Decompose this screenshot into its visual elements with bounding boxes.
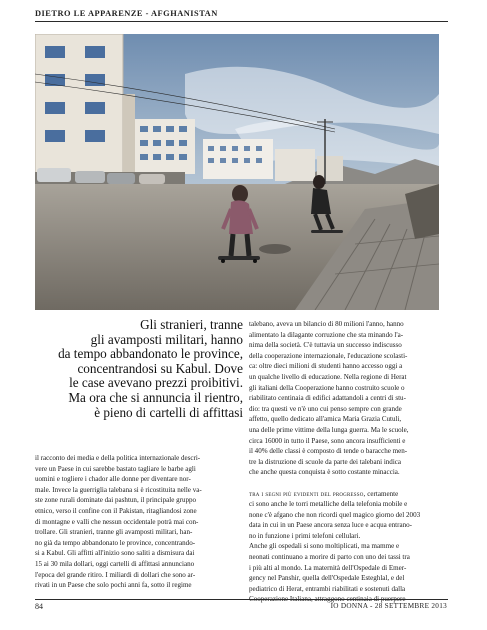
- article-line: no già da tempo abbandonato le province, concentrando-: [35, 538, 196, 547]
- article-line: nima della società. C'è tuttavia un successo indiscusso: [249, 341, 402, 350]
- article-line: none c'è afgano che non ricordi quel magico giorno del 2003: [249, 510, 421, 519]
- article-line: gency nel Panshir, quella dell'Ospedale Esteghlal, e del: [249, 574, 405, 583]
- article-column-right: [249, 319, 442, 605]
- pull-quote-line: le case avevano prezzi proibitivi.: [69, 375, 243, 391]
- publication-footer: IO DONNA - 28 SETTEMBRE 2013: [330, 602, 447, 610]
- section-lead-in: tra i segni più evidenti del progresso,: [249, 489, 366, 498]
- article-line: etnico, verso il confine con il Pakistan, ritagliandosi zone: [35, 506, 197, 515]
- section-header: DIETRO LE APPARENZE - AFGHANISTAN: [35, 9, 218, 18]
- article-line: di montagne e valli che nessun occidentale potrà mai con-: [35, 517, 199, 526]
- article-line: ca: oltre dieci milioni di studenti hanno accesso oggi a: [249, 362, 403, 371]
- article-line: il 40% delle classi è composto di tende o baracche men-: [249, 447, 408, 456]
- article-line: male. Invece la guerriglia talebana si è ricostituita nelle va-: [35, 485, 202, 494]
- article-line: riabilitato centinaia di edifici adattandoli a centri di stu-: [249, 394, 406, 403]
- article-line: l'epoca del grande ritiro. I miliardi di dollari che sono ar-: [35, 570, 196, 579]
- article-line: neonati continuano a morire di parto con uno dei tassi tra: [249, 553, 410, 562]
- article-line: tre la distruzione di scuole da parte dei talebani indica: [249, 457, 402, 466]
- article-line: gli italiani della Cooperazione hanno costruito scuole o: [249, 383, 405, 392]
- article-line: ci sono anche le torri metalliche della telefonia mobile e: [249, 500, 408, 509]
- article-line: ste zone rurali dominate dai pashtun, il principale gruppo: [35, 496, 197, 505]
- article-line: vere un Paese in cui sarebbe bastato tagliare le barbe agli: [35, 464, 196, 473]
- article-line: della cooperazione internazionale, l'educazione scolasti-: [249, 351, 408, 360]
- pull-quote-line: è pieno di cartelli di affittasi: [94, 404, 243, 420]
- footer-rule: [35, 599, 448, 600]
- article-line: pediatrico di Herat, entrambi riabilitati e sostenuti dalla: [249, 584, 406, 593]
- pull-quote: [35, 318, 243, 420]
- article-line: circa 16000 in tutto il Paese, sono ancora insufficienti e: [249, 436, 406, 445]
- pull-quote-line: Ma ora che si annuncia il rientro,: [68, 389, 243, 405]
- article-line: data in cui in un Paese ancora senza luce e acqua entrano-: [249, 521, 412, 530]
- article-line: una delle prime vittime della lunga guerra. Ma le scuole,: [249, 425, 409, 434]
- article-line: i più alti al mondo. La maternità dell'Ospedale di Emer-: [249, 563, 407, 572]
- article-line: uomini e togliere i chador alle donne per diventare nor-: [35, 475, 191, 484]
- section-lead-rest: certamente: [365, 489, 399, 498]
- article-line: Cooperazione Italiana, attraggono centinaia di puerpere: [249, 595, 406, 604]
- article-line: si a Kabul. Gli affitti all'inizio sono saliti a dismisura dai: [35, 549, 195, 558]
- article-line: rivati in un Paese che solo pochi anni fa, sotto il regime: [35, 581, 192, 590]
- article-line: no in funzione i primi telefoni cellulari.: [249, 531, 361, 540]
- pull-quote-line: concentrandosi su Kabul. Dove: [77, 360, 243, 376]
- pull-quote-line: gli avamposti militari, hanno: [90, 331, 243, 347]
- pull-quote-line: da tempo abbandonato le province,: [58, 346, 243, 362]
- article-line: alimentato la dilagante corruzione che sta minando l'a-: [249, 330, 404, 339]
- article-line: affetto, quello dedicato all'amica Maria Grazia Cutuli,: [249, 415, 402, 424]
- article-line: dio: tra questi ve n'è uno cui penso sempre con grande: [249, 404, 402, 413]
- header-rule: [35, 21, 448, 22]
- page-number: 84: [35, 602, 43, 611]
- article-line: il racconto dei media e della politica internazionale descri-: [35, 454, 201, 462]
- article-line: [249, 489, 442, 500]
- article-column-left: [35, 453, 240, 591]
- article-line: un qualche livello di educazione. Nella regione di Herat: [249, 372, 407, 381]
- article-photo: [35, 34, 439, 310]
- paragraph-gap: [249, 478, 442, 489]
- article-line: trollare. Gli stranieri, tranne gli avamposti militari, han-: [35, 528, 193, 537]
- article-line: Anche gli ospedali si sono moltiplicati, ma mamme e: [249, 542, 400, 551]
- article-line: talebano, aveva un bilancio di 80 milioni l'anno, hanno: [249, 320, 404, 328]
- article-line: che anche questa conquista è sotto costante minaccia.: [249, 468, 400, 477]
- pull-quote-line: Gli stranieri, tranne: [140, 317, 243, 332]
- article-line: 15 ai 30 mila dollari, oggi cartelli di affittasi annunciano: [35, 559, 195, 568]
